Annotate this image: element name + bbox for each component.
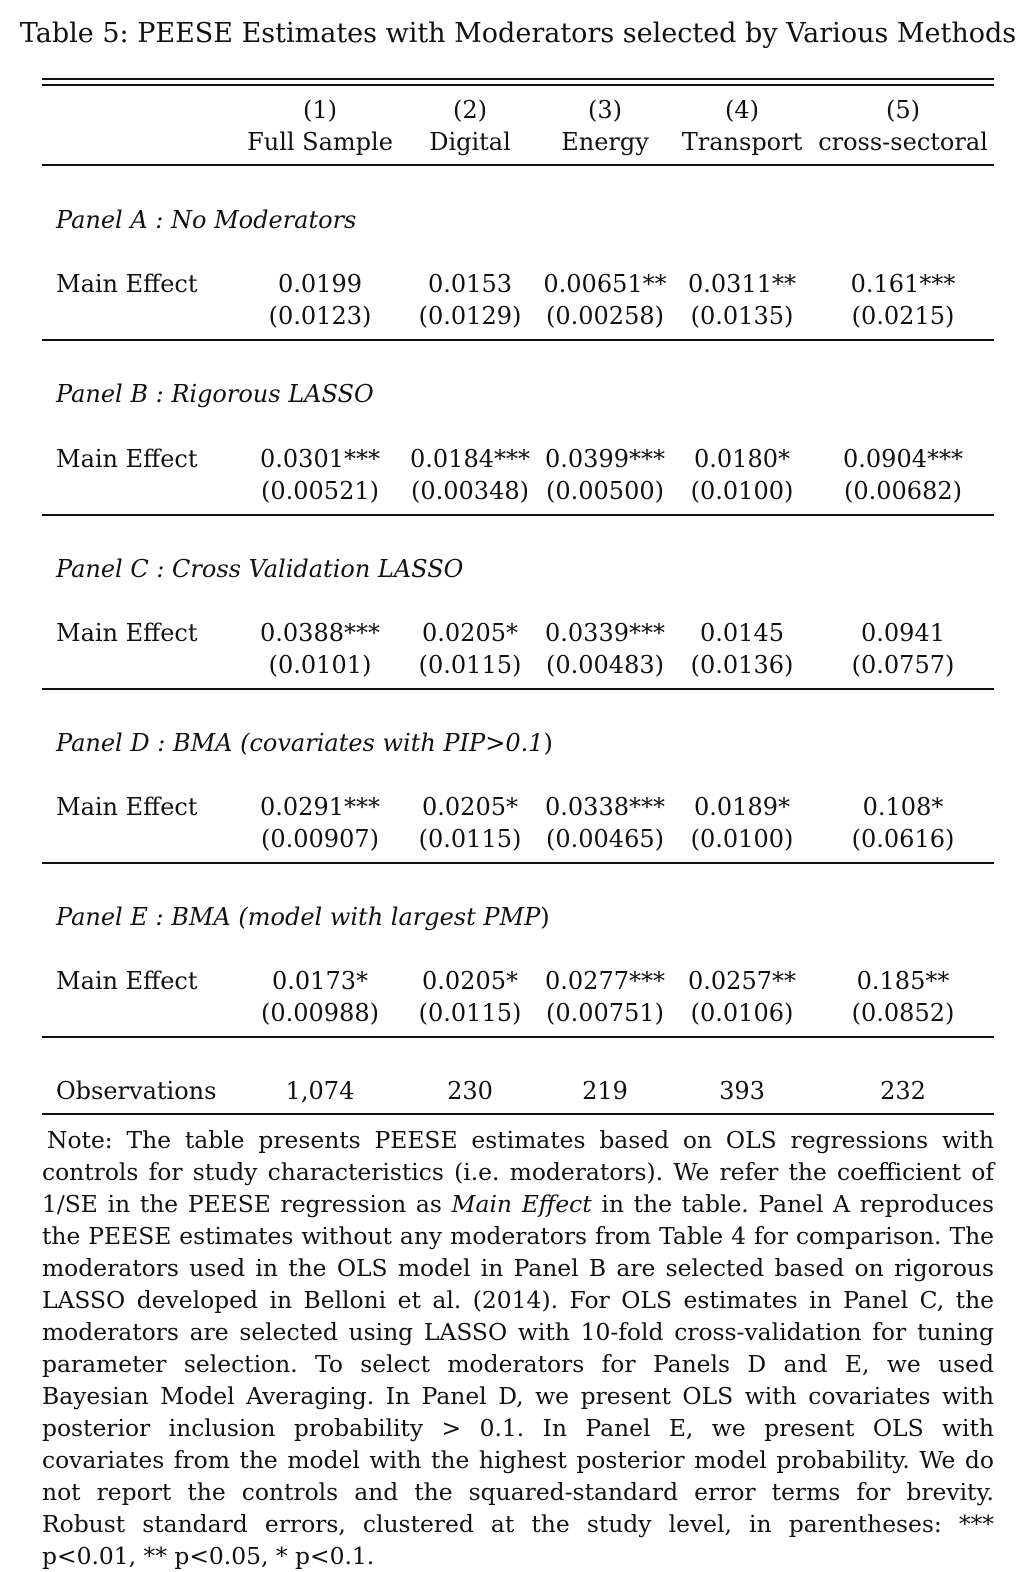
panel-b-se-2: (0.00348) <box>411 477 529 505</box>
col-2-name: Digital <box>429 128 511 156</box>
panel-d-est-5: 0.108* <box>862 793 944 821</box>
panel-a-est-2: 0.0153 <box>428 270 512 298</box>
panel-e-se-5: (0.0852) <box>851 999 955 1027</box>
note-emphasis: Main Effect <box>451 1190 592 1218</box>
top-rule <box>42 78 994 80</box>
panel-c-est-3: 0.0339*** <box>545 619 665 647</box>
panel-d-se-2: (0.0115) <box>418 825 522 853</box>
observations-3: 219 <box>582 1077 628 1105</box>
panel-c-row-label: Main Effect <box>56 619 198 647</box>
col-3-num: (3) <box>588 96 622 124</box>
panel-e-se-1: (0.00988) <box>261 999 379 1027</box>
observations-4: 393 <box>719 1077 765 1105</box>
panel-b-rule <box>42 514 994 516</box>
panel-e-est-2: 0.0205* <box>422 967 518 995</box>
panel-b-est-2: 0.0184*** <box>410 445 530 473</box>
panel-b-est-5: 0.0904*** <box>843 445 963 473</box>
panel-c-est-2: 0.0205* <box>422 619 518 647</box>
header-rule <box>42 164 994 166</box>
col-5-name: cross-sectoral <box>818 128 988 156</box>
table-caption: Table 5: PEESE Estimates with Moderators selected by Various Methods <box>19 18 1017 49</box>
col-3-name: Energy <box>561 128 649 156</box>
panel-b-est-3: 0.0399*** <box>545 445 665 473</box>
panel-d-est-4: 0.0189* <box>694 793 790 821</box>
panel-c-se-3: (0.00483) <box>546 651 664 679</box>
panel-d-se-1: (0.00907) <box>261 825 379 853</box>
panel-c-se-5: (0.0757) <box>851 651 955 679</box>
panel-a-row-label: Main Effect <box>56 270 198 298</box>
panel-e-se-3: (0.00751) <box>546 999 664 1027</box>
observations-5: 232 <box>880 1077 926 1105</box>
panel-d-se-3: (0.00465) <box>546 825 664 853</box>
note-text-1: Note: The table presents PEESE estimates based on OLS regressions with controls for study characteristics (i.e. moderators). We refer the coefficient of 1/SE in the PEESE regression as <box>42 1126 994 1218</box>
panel-e-title: Panel E : BMA (model with largest PMP) <box>56 903 550 931</box>
panel-e-est-1: 0.0173* <box>272 967 368 995</box>
panel-c-est-4: 0.0145 <box>700 619 784 647</box>
col-4-num: (4) <box>725 96 759 124</box>
panel-c-se-1: (0.0101) <box>268 651 372 679</box>
panel-e-row-label: Main Effect <box>56 967 198 995</box>
panel-a-est-5: 0.161*** <box>850 270 956 298</box>
panel-b-se-3: (0.00500) <box>546 477 664 505</box>
panel-e-est-3: 0.0277*** <box>545 967 665 995</box>
top-rule-inner <box>42 84 994 86</box>
col-5-num: (5) <box>886 96 920 124</box>
panel-a-rule <box>42 339 994 341</box>
panel-c-rule <box>42 688 994 690</box>
bottom-rule <box>42 1113 994 1115</box>
panel-a-title: Panel A : No Moderators <box>56 206 357 234</box>
panel-a-se-2: (0.0129) <box>418 302 522 330</box>
panel-d-title: Panel D : BMA (covariates with PIP>0.1) <box>56 729 553 757</box>
panel-b-est-4: 0.0180* <box>694 445 790 473</box>
col-1-name: Full Sample <box>247 128 393 156</box>
panel-b-est-1: 0.0301*** <box>260 445 380 473</box>
col-4-name: Transport <box>681 128 803 156</box>
col-2-num: (2) <box>453 96 487 124</box>
panel-a-se-3: (0.00258) <box>546 302 664 330</box>
panel-a-se-4: (0.0135) <box>690 302 794 330</box>
panel-d-row-label: Main Effect <box>56 793 198 821</box>
panel-d-est-3: 0.0338*** <box>545 793 665 821</box>
observations-2: 230 <box>447 1077 493 1105</box>
panel-b-se-5: (0.00682) <box>844 477 962 505</box>
panel-e-est-4: 0.0257** <box>688 967 796 995</box>
panel-b-se-4: (0.0100) <box>690 477 794 505</box>
panel-a-se-5: (0.0215) <box>851 302 955 330</box>
panel-d-est-2: 0.0205* <box>422 793 518 821</box>
panel-b-se-1: (0.00521) <box>261 477 379 505</box>
panel-a-est-1: 0.0199 <box>278 270 362 298</box>
panel-d-se-4: (0.0100) <box>690 825 794 853</box>
panel-d-se-5: (0.0616) <box>851 825 955 853</box>
panel-b-title: Panel B : Rigorous LASSO <box>56 380 374 408</box>
panel-e-est-5: 0.185** <box>856 967 950 995</box>
panel-b-row-label: Main Effect <box>56 445 198 473</box>
panel-d-est-1: 0.0291*** <box>260 793 380 821</box>
table-note <box>42 1124 994 1572</box>
panel-c-est-5: 0.0941 <box>861 619 945 647</box>
panel-c-se-2: (0.0115) <box>418 651 522 679</box>
panel-e-rule <box>42 1036 994 1038</box>
note-text-2: in the table. Panel A reproduces the PEESE estimates without any moderators from Table 4 for comparison. The moderators used in the OLS model in Panel B are selected based on rigorous LASSO developed in Belloni et al. (2014). For OLS estimates in Panel C, the moderators are selected using LASSO with 10-fold cross-validation for tuning parameter selection. To select moderators for Panels D and E, we used Bayesian Model Averaging. In Panel D, we present OLS with covariates with posterior inclusion probability > 0.1. In Panel E, we present OLS with covariates from the model with the highest posterior model probability. We do not report the controls and the squared-standard error terms for brevity. Robust standard errors, clustered at the study level, in parentheses: *** p<0.01, ** p<0.05, * p<0.1. <box>42 1190 995 1570</box>
panel-c-title: Panel C : Cross Validation LASSO <box>56 555 464 583</box>
panel-d-rule <box>42 862 994 864</box>
panel-a-se-1: (0.0123) <box>268 302 372 330</box>
panel-a-est-3: 0.00651** <box>543 270 667 298</box>
panel-a-est-4: 0.0311** <box>688 270 796 298</box>
observations-label: Observations <box>56 1077 217 1105</box>
panel-e-se-2: (0.0115) <box>418 999 522 1027</box>
observations-1: 1,074 <box>285 1077 355 1105</box>
panel-c-se-4: (0.0136) <box>690 651 794 679</box>
panel-c-est-1: 0.0388*** <box>260 619 380 647</box>
panel-e-se-4: (0.0106) <box>690 999 794 1027</box>
col-1-num: (1) <box>303 96 337 124</box>
